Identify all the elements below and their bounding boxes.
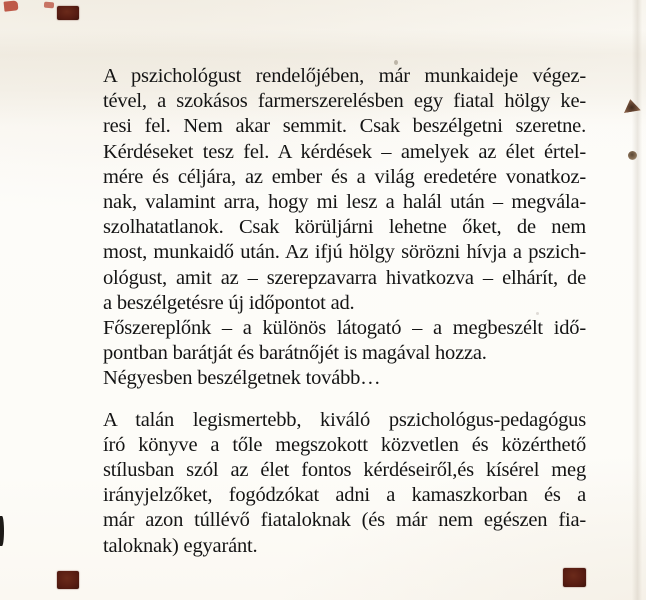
text-line: már azon túllévő fiataloknak (és már nem egészen fia- [103, 509, 586, 532]
text-line: taloknak) egyaránt. [103, 534, 258, 557]
text-line: mére és céljára, az ember és a világ eredetére vonatkoz- [103, 165, 586, 188]
text-line: pontban barátját és barátnőjét is magával hozza. [103, 342, 487, 365]
text-line: a beszélgetésre új időpontot ad. [103, 291, 355, 314]
text-line: Négyesben beszélgetnek tovább… [103, 367, 381, 390]
scan-corner-mark-icon [57, 571, 79, 589]
ink-blot-dot-icon [628, 151, 637, 160]
text-line: most, munkaidő után. Az ifjú hölgy sörözni hívja a pszich- [103, 241, 586, 264]
text-line: stílusban szól az élet fontos kérdéseiről,és kísérel meg [103, 459, 586, 482]
ink-blot-triangle-icon [622, 98, 641, 113]
text-line: nak, valamint arra, hogy mi lesz a halál után – megvála- [103, 191, 586, 214]
text-line: ológust, amit az – szerepzavarra hivatkozva – elhárít, de [103, 266, 586, 289]
scan-speck-icon [536, 312, 539, 315]
scan-speck-icon [394, 60, 398, 65]
text-line: resi fel. Nem akar semmit. Csak beszélgetni szeretne. [103, 115, 586, 138]
text-line: Kérdéseket tesz fel. A kérdések – amelyek az élet értel- [103, 140, 586, 163]
paragraph-gap [103, 392, 586, 408]
text-line: Főszereplőnk – a különös látogató – a megbeszélt idő- [103, 317, 586, 340]
scan-corner-mark-icon [57, 6, 79, 20]
text-line: író könyve a tőle megszokott közvetlen és közérthető [103, 433, 586, 456]
body-text [103, 64, 586, 559]
red-ink-fragment-icon [4, 0, 19, 11]
text-line: szolhatatlanok. Csak körüljárni lehetne őket, de nem [103, 216, 586, 239]
text-line: A pszichológust rendelőjében, már munkaideje végez- [103, 65, 586, 87]
page-edge-mark-icon [0, 516, 4, 546]
text-line: irányjelzőket, fogódzókat adni a kamaszkorban és a [103, 484, 586, 507]
scan-corner-mark-icon [563, 568, 586, 587]
red-ink-fragment-icon [44, 2, 54, 9]
text-line: tével, a szokásos farmerszerelésben egy fiatal hölgy ke- [103, 90, 586, 113]
text-line: A talán legismertebb, kiváló pszichológus-pedagógus [103, 408, 586, 431]
